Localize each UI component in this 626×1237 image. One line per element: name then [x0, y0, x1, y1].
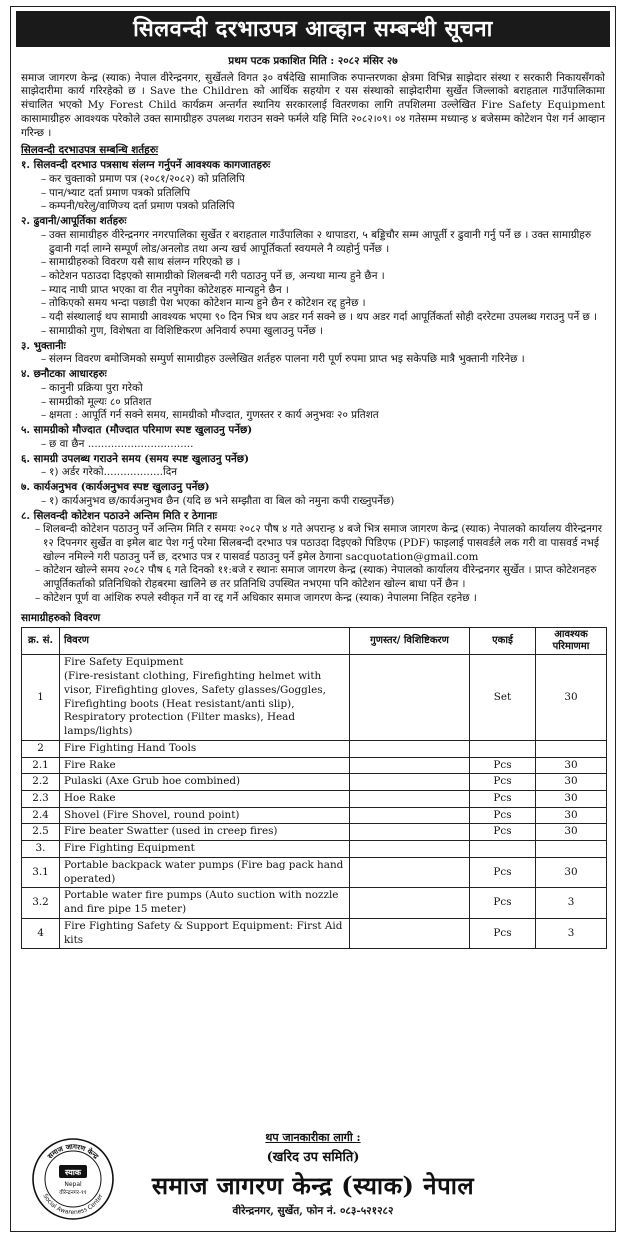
- condition-item: – म्याद नाघी प्राप्त भएका वा रीत नपुगेका कोटेशहरु मान्यहुने छैन ।: [41, 284, 603, 298]
- cell-unit: Pcs: [470, 774, 536, 791]
- condition-items: [41, 382, 603, 423]
- cell-sn: 2.2: [22, 774, 60, 791]
- cell-sn: 1: [22, 655, 60, 740]
- cell-unit: Pcs: [470, 918, 536, 948]
- condition-items: [41, 173, 603, 214]
- more-info-label: थप जानकारीका लागी :: [265, 1131, 361, 1144]
- items-table: [21, 627, 607, 949]
- cell-description: Portable backpack water pumps (Fire bag pack hand operated): [60, 857, 350, 887]
- table-row: [22, 757, 607, 774]
- table-title: सामाग्रीहरुको विवरण: [21, 611, 101, 624]
- cell-unit: [470, 841, 536, 858]
- condition-item: – कोटेशन पूर्ण वा आंशिक रुपले स्वीकृत गर्ने वा रद्द गर्ने अधिकार समाज जागरण केन्द्र (स्याक) नेपालमा निहित रहनेछ ।: [35, 592, 603, 606]
- condition-heading: १. सिलवन्दी दरभाउ पत्रसाथ संलग्न गर्नुपर्ने आवश्यक कागजातहरुः: [21, 159, 271, 172]
- notice-page: [10, 6, 616, 1232]
- table-row: [22, 824, 607, 841]
- cell-unit: [470, 740, 536, 757]
- condition-item: – छ वा छैन ................................: [41, 438, 603, 452]
- cell-quality: [350, 757, 470, 774]
- condition-items: [41, 353, 603, 367]
- cell-unit: Pcs: [470, 888, 536, 918]
- cell-quality: [350, 790, 470, 807]
- cell-unit: Pcs: [470, 807, 536, 824]
- condition-items: [35, 523, 603, 605]
- condition-item: – कोटेशन खोल्ने समय २०८२ पौष ६ गते दिनको ११:बजे र स्थानः समाज जागरण केन्द्र (स्याक) नेपालको कार्यालय वीरेन्द्रनगर सुर्खेत । प्राप्त कोटेशनहरु आपूर्तिकर्ताको प्रतिनिधिको रोहबरमा खालिने छ तर प्रतिनिधि उपस्थित नभएमा पनि कोटेशन खोल्न बाधा पर्ने छैन ।: [35, 564, 603, 591]
- cell-unit: Pcs: [470, 790, 536, 807]
- cell-sn: 3.1: [22, 857, 60, 887]
- cell-sn: 3.: [22, 841, 60, 858]
- cell-unit: Pcs: [470, 857, 536, 887]
- organization-address: वीरेन्द्रनगर, सुर्खेत, फोन नं. ०८३-५२१२८२: [232, 1205, 394, 1218]
- condition-item: – क्षमता : आपूर्ति गर्न सक्ने समय, सामग्रीको मौज्दात, गुणस्तर र कार्य अनुभवः २० प्रतिशत: [41, 409, 603, 423]
- cell-unit: Pcs: [470, 757, 536, 774]
- cell-quantity: 3: [536, 918, 607, 948]
- cell-unit: Pcs: [470, 824, 536, 841]
- cell-quantity: 30: [536, 824, 607, 841]
- cell-description: Fire Fighting Equipment: [60, 841, 350, 858]
- seal-country: Nepal: [64, 1181, 82, 1188]
- condition-item: – तोकिएको समय भन्दा पछाडी पेश भएका कोटेशन मान्य हुने छैन र कोटेशन रद्द हुनेछ ।: [41, 297, 603, 311]
- condition-items: [41, 495, 603, 509]
- cell-sn: 2.5: [22, 824, 60, 841]
- cell-sn: 3.2: [22, 888, 60, 918]
- conditions-list: [11, 159, 615, 606]
- cell-quantity: 30: [536, 790, 607, 807]
- condition-item: – १) कार्यअनुभव छ/कार्यअनुभव छैन (यदि छ भने सम्झौता वा बिल को नमुना कपी राख्नुपर्नेछ): [41, 495, 603, 509]
- table-header-row: [22, 628, 607, 655]
- cell-quantity: 30: [536, 774, 607, 791]
- conditions-title: सिलवन्दी दरभाउपत्र सम्बन्धि शर्तहरुः: [21, 144, 159, 157]
- purchase-committee: (खरिद उप समिति): [266, 1149, 360, 1165]
- organization-name: समाज जागरण केन्द्र (स्याक) नेपाल: [151, 1170, 475, 1200]
- condition-item: – सामाग्रीको गुण, विशेषता वा विशिष्टिकरण अनिवार्य रुपमा खुलाउनु पर्नेछ ।: [41, 325, 603, 339]
- table-row: [22, 790, 607, 807]
- condition-heading: ३. भुक्तानीः: [21, 339, 66, 352]
- seal-reg: वीरेन्द्रनगर-११: [59, 1190, 87, 1196]
- cell-quantity: 30: [536, 857, 607, 887]
- cell-sn: 4: [22, 918, 60, 948]
- cell-quality: [350, 774, 470, 791]
- condition-heading: ५. सामग्रीको मौज्दात (मौज्दात परिमाण स्पष्ट खुलाउनु पर्नेछ): [21, 424, 253, 437]
- condition-item: – पान/भ्याट दर्ता प्रमाण पत्रको प्रतिलिपि: [41, 187, 603, 201]
- cell-quantity: [536, 841, 607, 858]
- condition-heading: २. ढुवानी/आपूर्तिका शर्तहरुः: [21, 215, 127, 228]
- condition-items: [41, 229, 603, 339]
- table-row: [22, 918, 607, 948]
- condition-item: – उक्त सामाग्रीहरु वीरेन्द्रनगर नगरपालिका सुर्खेत र बराहताल गाउँपालिका २ थापाडरा, ५ बड्डिचौर सम्म आपूर्ती र ढुवानी गर्नु पर्ने छ । उक्त सामाग्रीहरु ढुवानी गर्दा लाग्ने सम्पूर्ण लोड/अनलोड तथा अन्य खर्च आपूर्तिकर्ता स्वयमले नै व्यहोर्नु पर्नेछ ।: [41, 229, 603, 256]
- cell-description: Hoe Rake: [60, 790, 350, 807]
- cell-description: Fire beater Swatter (used in creep fires): [60, 824, 350, 841]
- condition-items: [41, 438, 603, 452]
- cell-quality: [350, 824, 470, 841]
- condition-item: – यदी संस्थालाई थप सामाग्री आवश्यक भएमा ९० दिन भित्र थप अडर गर्न सक्ने छ । थप अडर गर्दा आपूर्तिकर्ता सोही दररेटमा उपलब्ध गराउनु पर्ने छ ।: [41, 311, 603, 325]
- intro-paragraph: समाज जागरण केन्द्र (स्याक) नेपाल वीरेन्द्रनगर, सुर्खेतले विगत ३० वर्षदेखि सामाजिक रुपान्तरणका क्षेत्रमा विभिन्न साझेदार संस्था र सरकारी निकायसँगको साझेदारीमा कार्य गरिरहेको छ । Save the Children को आर्थिक सहयोग र यस संस्थाको साझेदारीमा सुर्खेत जिल्लाको बराहताल गाउँपालिकामा संचालित भएको My Forest Child कार्यक्रम अन्तर्गत स्थानिय सरकारलाई वितरणका लागि तपशिलमा उल्लेखित Fire Safety Equipment कासामाग्रीहरु आवश्यक परेकोले उक्त सामाग्रीहरु उपलब्ध गराउन सक्ने फर्मले यहि मिति २०८२।०९। ०४ गतेसम्म मध्यान्ह ४ बजेसम्म कोटेशन पेश गर्न आव्हान गरिन्छ ।: [21, 71, 605, 139]
- notice-title: सिलवन्दी दरभाउपत्र आव्हान सम्बन्धी सूचना: [16, 11, 610, 47]
- cell-description: Fire Safety Equipment (Fire-resistant clothing, Firefighting helmet with visor, Firefighting gloves, Safety glasses/Goggles, Firefighting boots (Heat resistant/anti slip), Respiratory protection (Filter masks), Head lamps/lights): [60, 655, 350, 740]
- cell-quality: [350, 841, 470, 858]
- condition-item: – सामग्रीको मूल्यः ८० प्रतिशत: [41, 396, 603, 410]
- table-row: [22, 857, 607, 887]
- condition-item: – कानुनी प्रक्रिया पुरा गरेको: [41, 382, 603, 396]
- table-row: [22, 655, 607, 740]
- cell-sn: 2.1: [22, 757, 60, 774]
- table-row: [22, 807, 607, 824]
- header-quality: गुणस्तर/ विशिष्टिकरण: [350, 628, 470, 655]
- condition-heading: ४. छनौटका आधारहरुः: [21, 368, 107, 381]
- footer: [11, 1131, 615, 1219]
- cell-quality: [350, 807, 470, 824]
- table-row: [22, 841, 607, 858]
- cell-quantity: 3: [536, 888, 607, 918]
- cell-quantity: 30: [536, 655, 607, 740]
- cell-description: Shovel (Fire Shovel, round point): [60, 807, 350, 824]
- condition-heading: ८. सिलवन्दी कोटेशन पठाउने अन्तिम मिति र ठेगानाः: [21, 509, 217, 522]
- cell-quantity: 30: [536, 757, 607, 774]
- header-description: विवरण: [60, 628, 350, 655]
- condition-heading: ६. सामग्री उपलब्ध गराउने समय (समय स्पष्ट खुलाउनु पर्नेछ): [21, 452, 250, 465]
- cell-sn: 2: [22, 740, 60, 757]
- cell-description: Pulaski (Axe Grub hoe combined): [60, 774, 350, 791]
- cell-quality: [350, 857, 470, 887]
- seal-bottom-text: Social Awareness Center: [41, 1192, 105, 1217]
- cell-quantity: [536, 740, 607, 757]
- table-row: [22, 740, 607, 757]
- cell-quality: [350, 918, 470, 948]
- condition-item: – कोटेशन पठाउदा दिइएको सामाग्रीको शिलबन्दी गरी पठाउनु पर्ने छ, अन्यथा मान्य हुने छैन ।: [41, 270, 603, 284]
- condition-item: – कर चुक्ताको प्रमाण पत्र (२०८१/२०८२) को प्रतिलिपि: [41, 173, 603, 187]
- seal-top-text: समाज जागरण केन्द्र: [46, 1142, 100, 1161]
- condition-item: – शिलबन्दी कोटेशन पठाउनु पर्ने अन्तिम मिति र समयः २०८२ पौष ४ गते अपरान्ह ४ बजे भित्र समाज जागरण केन्द्र (स्याक) नेपालको कार्यालय वीरेन्द्रनगर १२ दिपनगर सुर्खेत वा इमेल बाट पेश गर्नु परेमा सिलबन्दी दरभाउ पत्र पठाउदा दिइएको पिडिएफ (PDF) फाइलाई पासवर्डले लक गरी वा पासवर्ड नभई खोल्न नमिल्ने गरी पठाउनु पर्ने छ, दरभाउ पत्र र पासवर्ड पठाउनु पर्ने इमेल ठेगाना sacquotation@gmail.com: [35, 523, 603, 564]
- condition-item: – सामाग्रीहरुको विवरण यसै साथ संलग्न गरिएको छ ।: [41, 256, 603, 270]
- cell-sn: 2.3: [22, 790, 60, 807]
- condition-item: – कम्पनी/घरेलु/वाणिज्य दर्ता प्रमाण पत्रको प्रतिलिपि: [41, 200, 603, 214]
- cell-quality: [350, 655, 470, 740]
- cell-sn: 2.4: [22, 807, 60, 824]
- condition-heading: ७. कार्यअनुभव (कार्यअनुभव स्पष्ट खुलाउनु पर्नेछ): [21, 481, 210, 494]
- cell-description: Portable water fire pumps (Auto suction with nozzle and fire pipe 15 meter): [60, 888, 350, 918]
- header-sn: क्र. सं.: [22, 628, 60, 655]
- condition-item: – संलग्न विवरण बमोजिमको सम्पुर्ण सामाग्रीहरु उल्लेखित शर्तहरु पालना गरी पूर्ण रुपमा प्राप्त भइ सकेपछि मात्रै भुक्तानी गरिनेछ ।: [41, 353, 603, 367]
- cell-quality: [350, 740, 470, 757]
- seal-center-text: स्याक: [65, 1168, 81, 1177]
- cell-description: Fire Rake: [60, 757, 350, 774]
- cell-description: Fire Fighting Safety & Support Equipment: First Aid kits: [60, 918, 350, 948]
- condition-item: – १) अर्डर गरेको..................दिन: [41, 466, 603, 480]
- cell-quality: [350, 888, 470, 918]
- cell-description: Fire Fighting Hand Tools: [60, 740, 350, 757]
- header-unit: एकाई: [470, 628, 536, 655]
- header-quantity: आवश्यक परिमाणमा: [536, 628, 607, 655]
- publish-date: प्रथम पटक प्रकाशित मिति : २०८२ मंसिर २७: [228, 55, 398, 67]
- table-row: [22, 888, 607, 918]
- table-row: [22, 774, 607, 791]
- cell-unit: Set: [470, 655, 536, 740]
- cell-quantity: 30: [536, 807, 607, 824]
- condition-items: [41, 466, 603, 480]
